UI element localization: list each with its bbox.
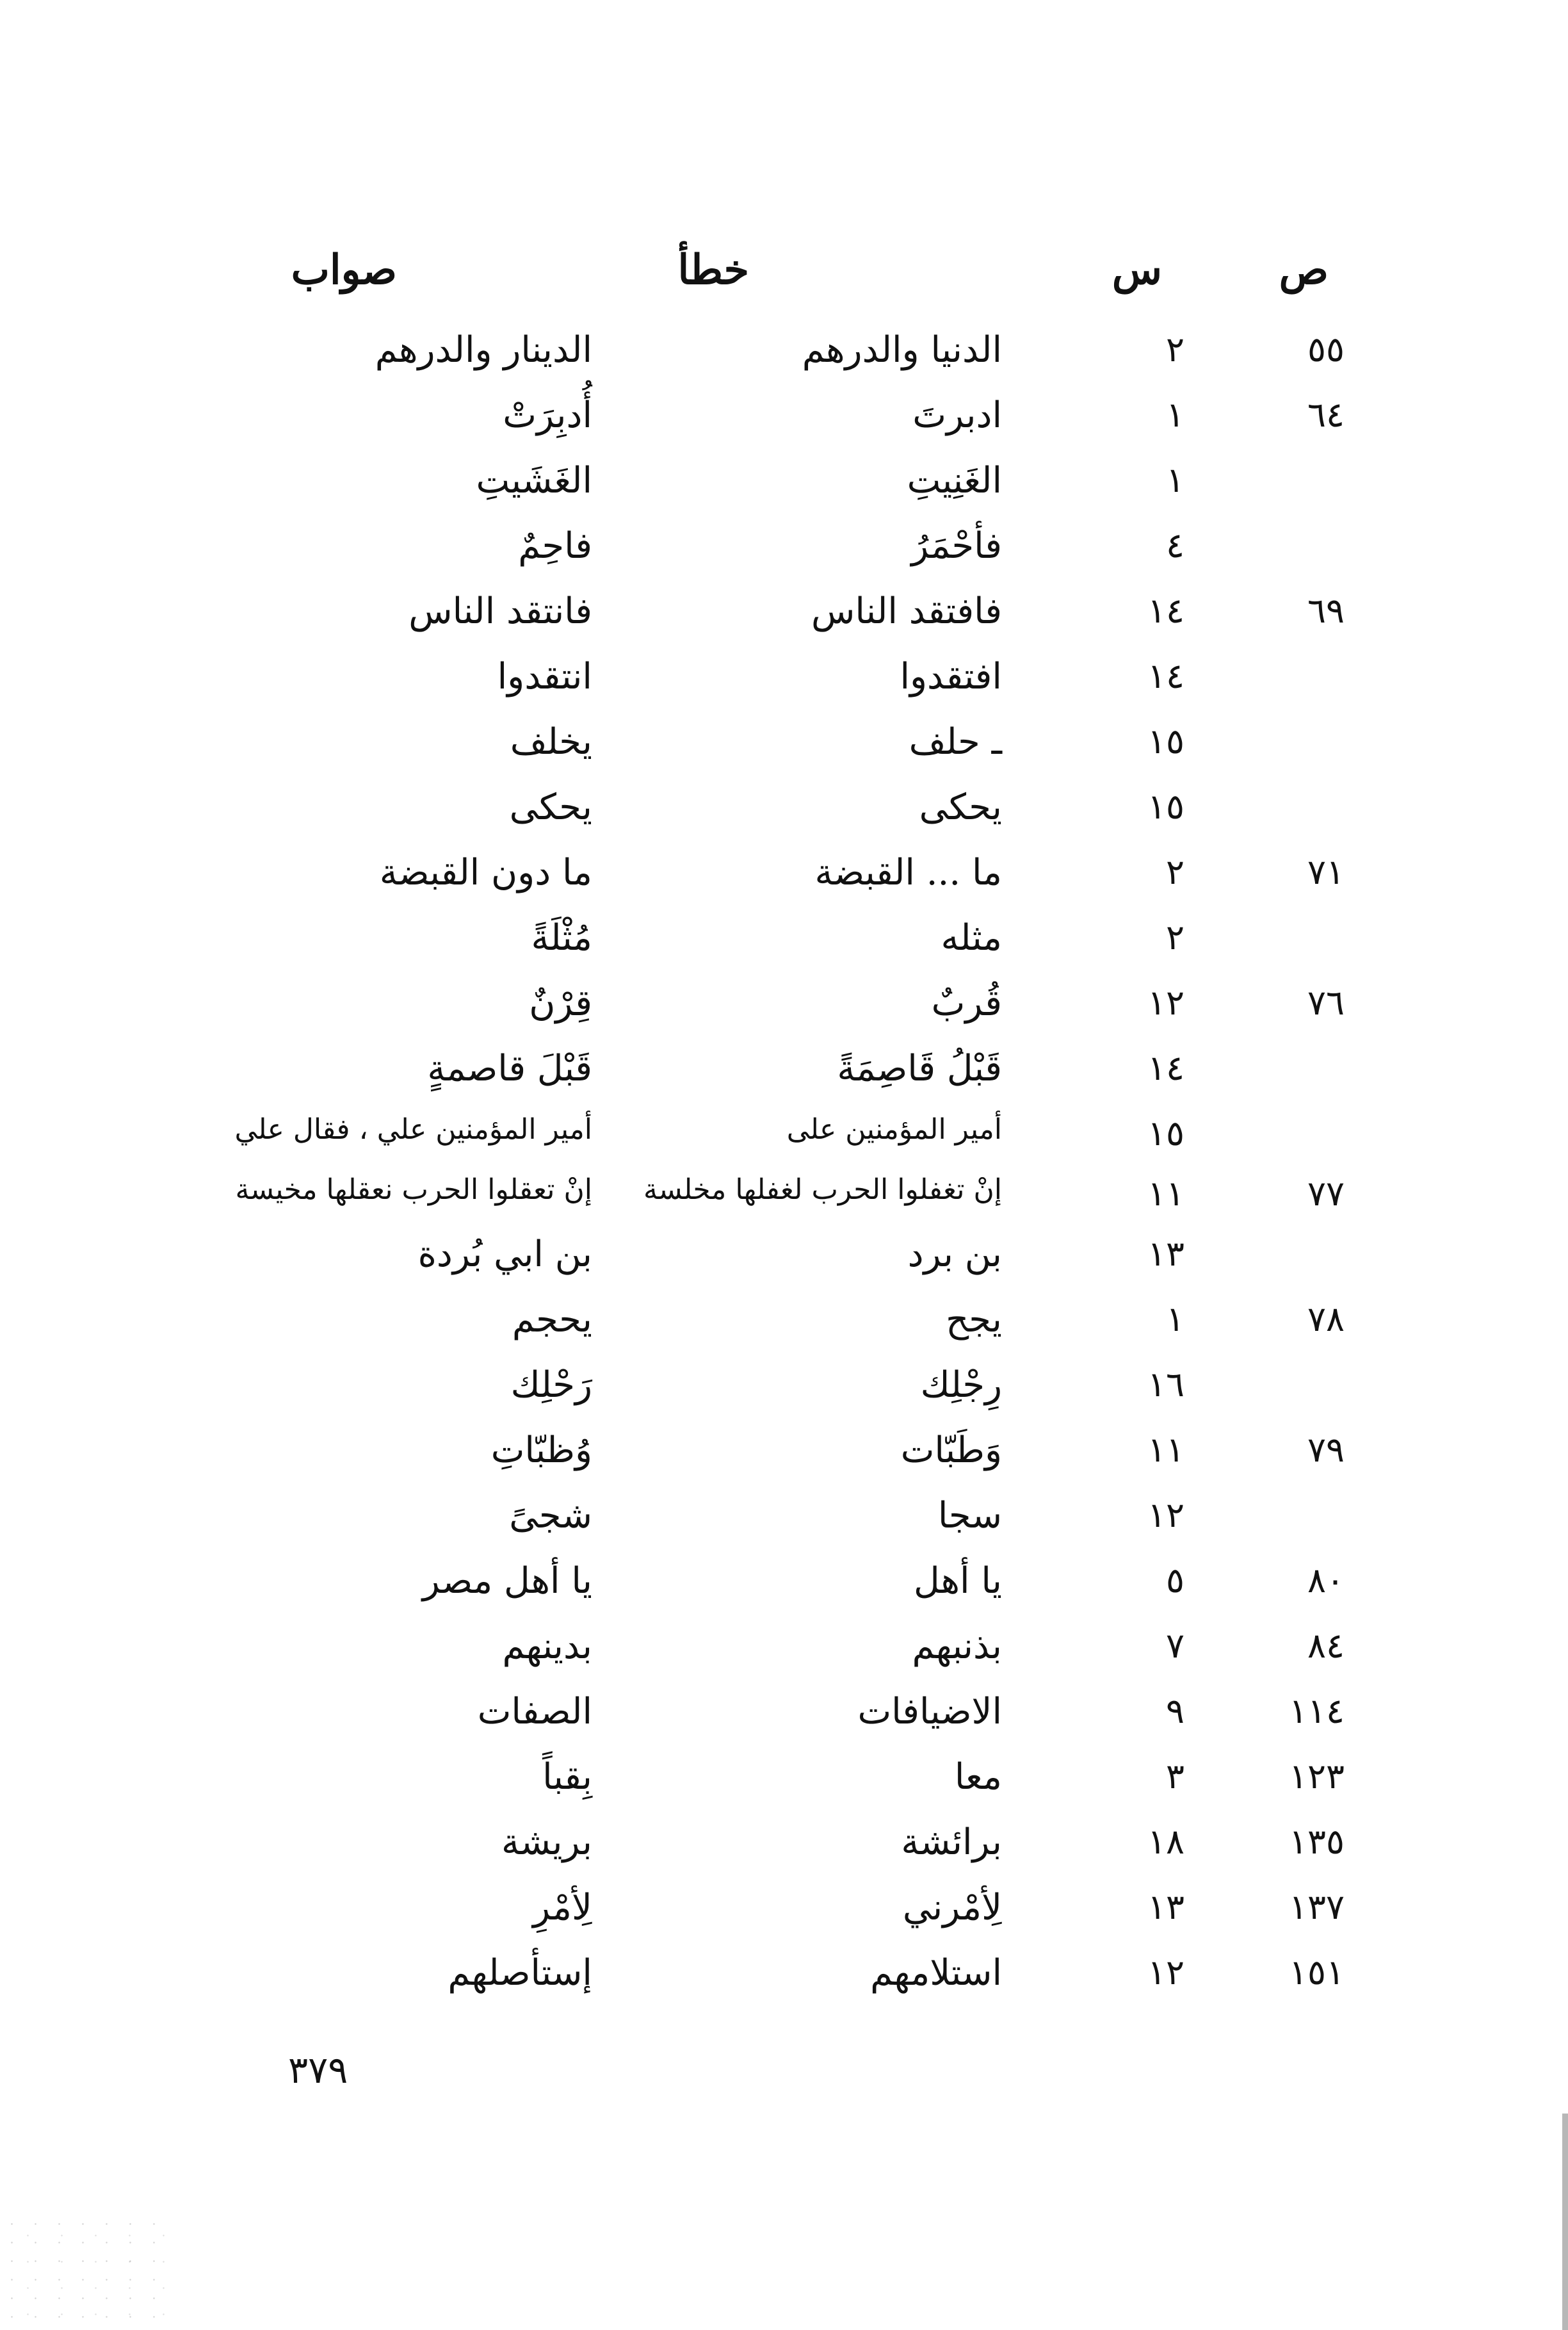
page-column-header: ص xyxy=(1279,246,1329,294)
errata-header-row xyxy=(218,247,1345,330)
wrong-text-cell: إنْ تغفلوا الحرب لغفلها مخلسة xyxy=(643,1173,1002,1206)
line-number-cell: ١٢ xyxy=(1147,982,1184,1023)
errata-row xyxy=(218,1691,1345,1757)
wrong-text-cell: بن برد xyxy=(907,1234,1002,1275)
line-number-cell: ٩ xyxy=(1165,1691,1184,1731)
errata-row xyxy=(218,787,1345,852)
correct-text-cell: بن ابي بُردة xyxy=(417,1234,592,1275)
errata-row xyxy=(218,395,1345,460)
page-number-cell: ٥٥ xyxy=(1307,329,1345,370)
wrong-text-cell: بذنبهم xyxy=(912,1625,1002,1667)
page-number-cell: ٧٨ xyxy=(1307,1299,1345,1339)
correct-text-cell: وُظبّاتِ xyxy=(490,1430,592,1471)
wrong-text-cell: يا أهل xyxy=(914,1560,1002,1602)
errata-row xyxy=(218,1953,1345,2018)
line-number-cell: ١٣ xyxy=(1147,1887,1184,1927)
page-number-cell: ١٥١ xyxy=(1288,1952,1345,1992)
line-number-cell: ١ xyxy=(1165,395,1184,435)
correct-text-cell: الصفات xyxy=(477,1691,592,1732)
errata-row xyxy=(218,1114,1345,1174)
page-number-cell: ٧٦ xyxy=(1307,982,1345,1023)
page-number-cell: ٧١ xyxy=(1307,852,1345,892)
wrong-text-cell: ـ حلف xyxy=(909,721,1002,763)
correct-text-cell: قَبْلَ قاصمةٍ xyxy=(427,1048,592,1089)
correct-text-cell: الغَشَيتِ xyxy=(476,460,592,501)
wrong-text-cell: معا xyxy=(954,1756,1002,1798)
errata-row xyxy=(218,852,1345,918)
line-number-cell: ١٢ xyxy=(1147,1952,1184,1992)
wrong-text-cell: وَطَبّات xyxy=(900,1430,1002,1471)
correct-text-cell: رَحْلِك xyxy=(510,1364,592,1406)
page-number-cell: ٧٧ xyxy=(1307,1173,1345,1214)
correct-text-cell: يا أهل مصر xyxy=(422,1560,592,1602)
errata-row xyxy=(218,526,1345,591)
correct-text-cell: بريشة xyxy=(501,1821,592,1863)
line-number-cell: ١١ xyxy=(1147,1173,1184,1214)
line-column-header: س xyxy=(1111,246,1162,294)
page-number: ٣٧٩ xyxy=(288,2048,348,2092)
wrong-text-cell: قَبْلُ قَاصِمَةً xyxy=(837,1048,1002,1089)
correct-text-cell: فانتقد الناس xyxy=(408,591,592,632)
wrong-text-cell: رِجْلِك xyxy=(920,1364,1002,1406)
wrong-text-cell: الاضيافات xyxy=(857,1691,1002,1732)
correct-text-cell: أُدبِرَتْ xyxy=(503,395,592,436)
line-number-cell: ٧ xyxy=(1165,1625,1184,1666)
line-number-cell: ١٥ xyxy=(1147,721,1184,762)
errata-row xyxy=(218,1822,1345,1887)
page-number-cell: ١٣٥ xyxy=(1288,1821,1345,1862)
errata-row xyxy=(218,1430,1345,1495)
page-number-cell: ٦٤ xyxy=(1307,395,1345,435)
line-number-cell: ١ xyxy=(1165,1299,1184,1339)
errata-row xyxy=(218,1299,1345,1365)
wrong-text-cell: افتقدوا xyxy=(900,656,1002,697)
line-number-cell: ٥ xyxy=(1165,1560,1184,1601)
correct-text-cell: انتقدوا xyxy=(497,656,592,697)
scan-edge-mark xyxy=(1562,2114,1568,2330)
line-number-cell: ٢ xyxy=(1165,852,1184,892)
page-number-cell: ٨٠ xyxy=(1307,1560,1345,1601)
wrong-text-cell: أمير المؤمنين على xyxy=(786,1113,1002,1146)
line-number-cell: ٢ xyxy=(1165,917,1184,957)
wrong-text-cell: يحكى xyxy=(919,786,1002,828)
correct-text-cell: يحجم xyxy=(512,1299,592,1340)
wrong-text-cell: ما ... القبضة xyxy=(814,852,1002,893)
correct-text-cell: يخلف xyxy=(510,721,592,763)
wrong-text-cell: فافتقد الناس xyxy=(811,591,1002,632)
correct-text-cell: يحكى xyxy=(509,786,592,828)
correct-text-cell: الدينار والدرهم xyxy=(375,329,592,371)
wrong-text-cell: يجح xyxy=(946,1299,1002,1340)
errata-row xyxy=(218,1365,1345,1430)
correct-column-header: صواب xyxy=(291,246,397,294)
wrong-text-cell: ادبرتَ xyxy=(912,395,1002,436)
errata-table xyxy=(218,247,1345,2018)
errata-row xyxy=(218,1887,1345,1953)
line-number-cell: ١٣ xyxy=(1147,1234,1184,1274)
wrong-text-cell: لِأمْرني xyxy=(902,1887,1002,1928)
wrong-column-header: خطأ xyxy=(677,246,749,294)
correct-text-cell: بِقباً xyxy=(542,1756,592,1798)
wrong-text-cell: فأحْمَرُ xyxy=(911,525,1002,567)
wrong-text-cell: الغَنِيتِ xyxy=(907,460,1002,501)
line-number-cell: ٢ xyxy=(1165,329,1184,370)
line-number-cell: ١٦ xyxy=(1147,1364,1184,1405)
correct-text-cell: ما دون القبضة xyxy=(379,852,592,893)
wrong-text-cell: سجا xyxy=(937,1495,1002,1536)
errata-row xyxy=(218,591,1345,656)
line-number-cell: ٤ xyxy=(1165,525,1184,566)
page-number-cell: ٨٤ xyxy=(1307,1625,1345,1666)
line-number-cell: ١٨ xyxy=(1147,1821,1184,1862)
errata-row xyxy=(218,1757,1345,1822)
page-number-cell: ١٣٧ xyxy=(1288,1887,1345,1927)
errata-row xyxy=(218,983,1345,1048)
correct-text-cell: إنْ تعقلوا الحرب نعقلها مخيسة xyxy=(235,1173,592,1206)
line-number-cell: ١٤ xyxy=(1147,591,1184,631)
page-number-cell: ١٢٣ xyxy=(1288,1756,1345,1796)
line-number-cell: ١١ xyxy=(1147,1430,1184,1470)
wrong-text-cell: برائشة xyxy=(901,1821,1002,1863)
errata-row xyxy=(218,1495,1345,1561)
correct-text-cell: مُثْلَةً xyxy=(531,917,592,959)
line-number-cell: ١٤ xyxy=(1147,1048,1184,1088)
errata-row xyxy=(218,1626,1345,1691)
correct-text-cell: إستأصلهم xyxy=(448,1952,592,1994)
errata-row xyxy=(218,330,1345,395)
page-number-cell: ٧٩ xyxy=(1307,1430,1345,1470)
line-number-cell: ١ xyxy=(1165,460,1184,500)
wrong-text-cell: الدنيا والدرهم xyxy=(802,329,1002,371)
correct-text-cell: أمير المؤمنين علي ، فقال علي xyxy=(234,1113,592,1146)
errata-row xyxy=(218,918,1345,983)
correct-text-cell: شجىً xyxy=(509,1495,592,1536)
line-number-cell: ١٥ xyxy=(1147,1113,1184,1153)
line-number-cell: ١٢ xyxy=(1147,1495,1184,1535)
line-number-cell: ٣ xyxy=(1165,1756,1184,1796)
correct-text-cell: قِرْنٌ xyxy=(529,982,592,1024)
scan-speckle-noise xyxy=(0,2215,166,2330)
correct-text-cell: فاحِمٌ xyxy=(518,525,592,567)
wrong-text-cell: استلامهم xyxy=(870,1952,1002,1994)
errata-row xyxy=(218,722,1345,787)
correct-text-cell: لِأمْرِ xyxy=(533,1887,592,1928)
errata-row xyxy=(218,1174,1345,1234)
line-number-cell: ١٥ xyxy=(1147,786,1184,827)
line-number-cell: ١٤ xyxy=(1147,656,1184,696)
page-number-cell: ١١٤ xyxy=(1288,1691,1345,1731)
errata-row xyxy=(218,1048,1345,1114)
correct-text-cell: بدينهم xyxy=(502,1625,592,1667)
page-number-cell: ٦٩ xyxy=(1307,591,1345,631)
errata-row xyxy=(218,460,1345,526)
errata-row xyxy=(218,656,1345,722)
wrong-text-cell: مثله xyxy=(941,917,1002,959)
errata-row xyxy=(218,1234,1345,1299)
errata-row xyxy=(218,1561,1345,1626)
wrong-text-cell: قُربٌ xyxy=(931,982,1002,1024)
